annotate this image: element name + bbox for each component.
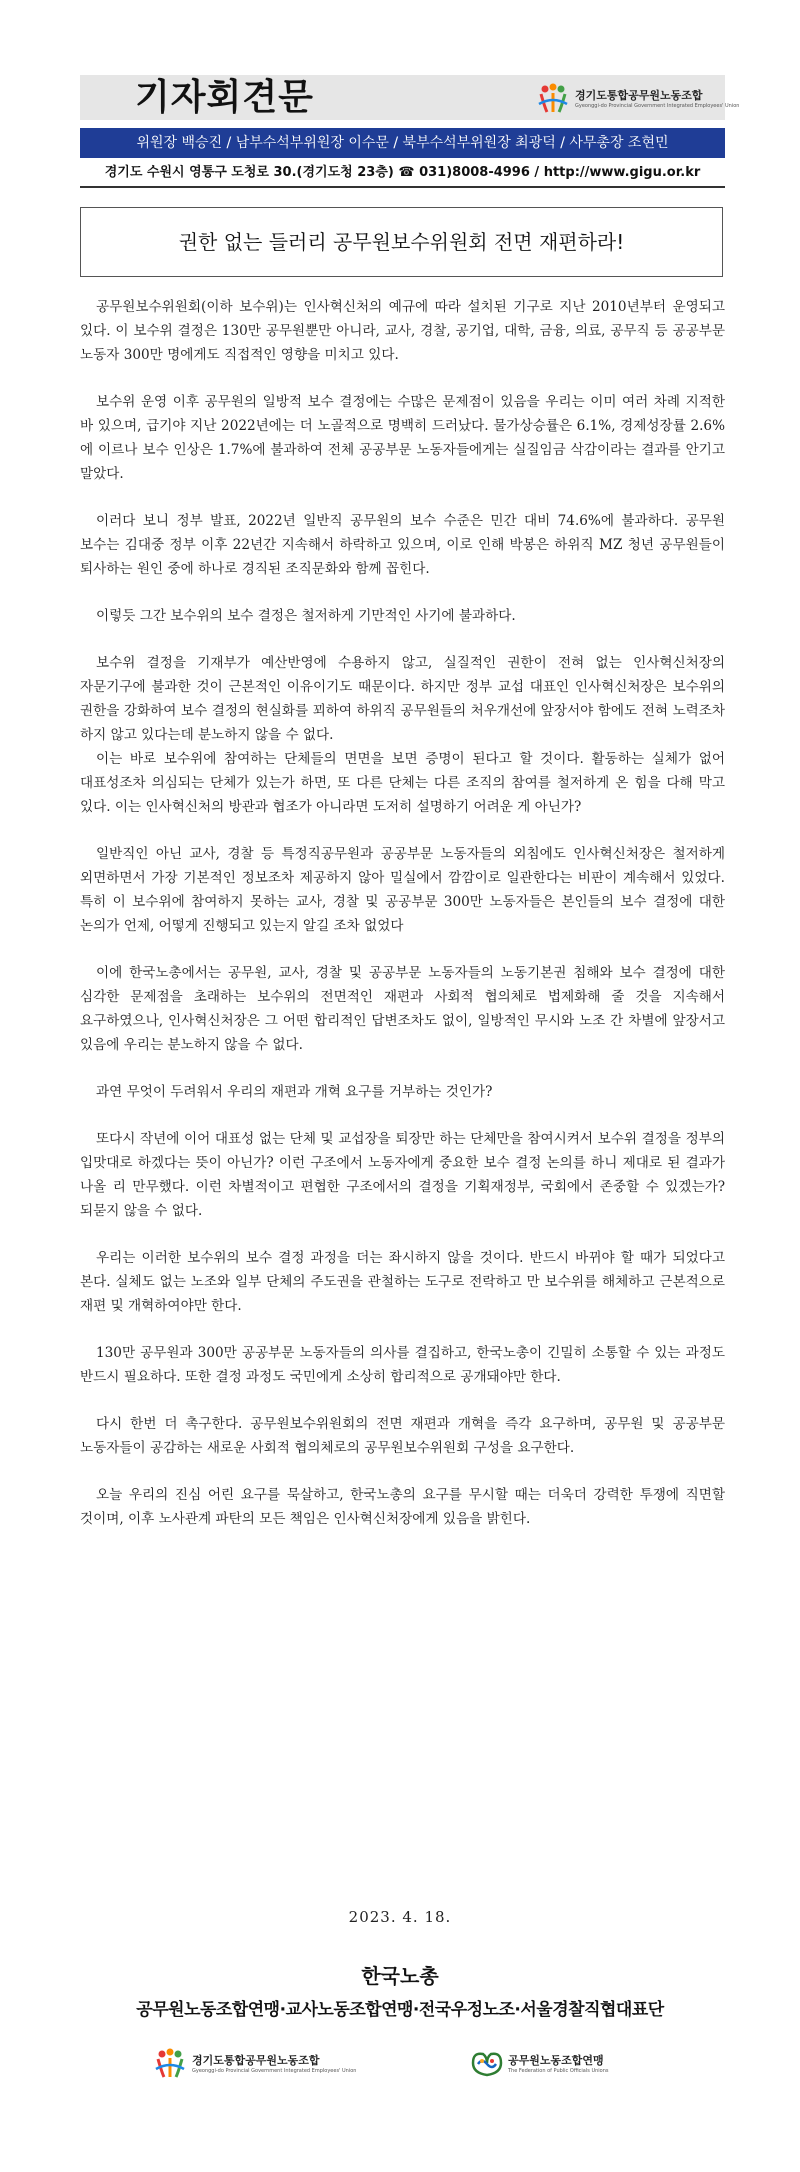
paragraph: 공무원보수위원회(이하 보수위)는 인사혁신처의 예규에 따라 설치된 기구로 지난 2010년부터 운영되고 있다. 이 보수위 결정은 130만 공무원뿐만 아니라, 교사, 경찰, 공기업, 대학, 금융, 의료, 공무직 등 공공부문 노동자 300만 명에게도 직접적인 영향을 미치고 있다. xyxy=(80,299,725,363)
paragraph: 과연 무엇이 두려워서 우리의 재편과 개혁 요구를 거부하는 것인가? xyxy=(96,1084,493,1100)
statement-date: 2023. 4. 18. xyxy=(348,1908,452,1926)
union-logo-subtitle: Gyeonggi-do Provincial Government Integrated Employees' Union xyxy=(575,103,740,109)
paragraph: 이는 바로 보수위에 참여하는 단체들의 면면을 보면 증명이 된다고 할 것이다. 활동하는 실체가 없어 대표성조차 의심되는 단체가 있는가 하면, 또 다른 단체는 다른 조직의 참여를 철저하게 온 힘을 다해 막고 있다. 이는 인사혁신처의 방관과 협조가 아니라면 도저히 설명하기 어려운 게 아닌가? xyxy=(80,751,725,815)
paragraph: 우리는 이러한 보수위의 보수 결정 과정을 더는 좌시하지 않을 것이다. 반드시 바뀌야 할 때가 되었다고 본다. 실체도 없는 노조와 일부 단체의 주도권을 관철하는 도구로 전락하고 만 보수위를 해체하고 근본적으로 재편 및 개혁하여야만 한다. xyxy=(80,1250,725,1314)
signatory-main: 한국노총 xyxy=(361,1964,439,1988)
officials-bar: 위원장 백승진 / 남부수석부위원장 이수문 / 북부수석부위원장 최광덕 / 사무총장 조현민 xyxy=(80,128,725,158)
paragraph: 130만 공무원과 300만 공공부문 노동자들의 의사를 결집하고, 한국노총이 긴밀히 소통할 수 있는 과정도 반드시 필요하다. 또한 결정 과정도 국민에게 소상히 합리적으로 공개돼야만 한다. xyxy=(80,1345,725,1385)
paragraph: 일반직인 아닌 교사, 경찰 등 특정직공무원과 공공부문 노동자들의 외침에도 인사혁신처장은 철저하게 외면하면서 가장 기본적인 정보조차 제공하지 않아 밀실에서 깜깜이로 일관한다는 비판이 계속해서 있었다. 특히 이 보수위에 참여하지 못하는 교사, 경찰 및 공공부문 300만 노동자들은 본인들의 보수 결정에 대한 논의가 언제, 어떻게 진행되고 있는지 알길 조차 없었다 xyxy=(80,846,725,934)
federation-logo xyxy=(470,2045,609,2081)
paragraph: 다시 한번 더 촉구한다. 공무원보수위원회의 전면 재편과 개혁을 즉각 요구하며, 공무원 및 공공부문 노동자들이 공감하는 새로운 사회적 협의체로의 공무원보수위원회 구성을 요구한다. xyxy=(80,1416,725,1456)
union-emblem-icon xyxy=(152,2047,188,2079)
paragraph: 이에 한국노총에서는 공무원, 교사, 경찰 및 공공부문 노동자들의 노동기본권 침해와 보수 결정에 대한 심각한 문제점을 초래하는 보수위의 전면적인 재편과 사회적 협의체로 법제화해 줄 것을 지속해서 요구하였으나, 인사혁신처장은 그 어떤 합리적인 답변조차도 없이, 일방적인 무시와 노조 간 차별에 앞장서고 있음에 우리는 분노하지 않을 수 없다. xyxy=(80,965,725,1053)
paragraph: 보수위 결정을 기재부가 예산반영에 수용하지 않고, 실질적인 권한이 전혀 없는 인사혁신처장의 자문기구에 불과한 것이 근본적인 이유이기도 때문이다. 하지만 정부 교섭 대표인 인사혁신처장은 보수위의 권한을 강화하여 보수 결정의 현실화를 꾀하여 하위직 공무원들의 처우개선에 앞장서야 함에도 전혀 노력조차 하지 않고 있다는데 분노하지 않을 수 없다. xyxy=(80,655,725,743)
footer-union-logo-name: 경기도통합공무원노동조합 xyxy=(192,2054,320,2067)
union-logo-name: 경기도통합공무원노동조합 xyxy=(575,89,703,102)
paragraph: 보수위 운영 이후 공무원의 일방적 보수 결정에는 수많은 문제점이 있음을 우리는 이미 여러 차례 지적한 바 있으며, 급기야 지난 2022년에는 더 노골적으로 명백히 드러났다. 물가상승률은 6.1%, 경제성장률 2.6%에 이르나 보수 인상은 1.7%에 불과하여 전체 공공부문 노동자들에게는 실질임금 삭감이라는 결과를 안기고 말았다. xyxy=(80,394,725,482)
footer-union-logo-subtitle: Gyeonggi-do Provincial Government Integrated Employees' Union xyxy=(192,2068,357,2074)
signatory-list: 공무원노동조합연맹·교사노동조합연맹·전국우정노조·서울경찰직협대표단 xyxy=(136,2000,664,2020)
union-logo xyxy=(535,80,739,116)
paragraph: 오늘 우리의 진심 어린 요구를 묵살하고, 한국노총의 요구를 무시할 때는 더욱더 강력한 투쟁에 직면할 것이며, 이후 노사관계 파탄의 모든 책임은 인사혁신처장에게 있음을 밝힌다. xyxy=(80,1487,725,1527)
paragraph: 이렇듯 그간 보수위의 보수 결정은 철저하게 기만적인 사기에 불과하다. xyxy=(96,608,516,624)
contact-address: 경기도 수원시 영통구 도청로 30.(경기도청 23층) ☎ 031)8008-4996 / http://www.gigu.or.kr xyxy=(104,165,701,180)
federation-logo-subtitle: The Federation of Public Officials Unions xyxy=(508,2068,609,2074)
document-title: 기자회견문 xyxy=(135,77,314,118)
federation-emblem-icon xyxy=(470,2049,504,2077)
footer-union-logo xyxy=(152,2045,356,2081)
union-emblem-icon xyxy=(535,82,571,114)
statement-body xyxy=(80,295,725,1554)
paragraph: 이러다 보니 정부 발표, 2022년 일반직 공무원의 보수 수준은 민간 대비 74.6%에 불과하다. 공무원 보수는 김대중 정부 이후 22년간 지속해서 하락하고 있으며, 이로 인해 박봉은 하위직 MZ 청년 공무원들이 퇴사하는 원인 중에 하나로 경직된 조직문화와 함께 꼽힌다. xyxy=(80,513,725,577)
headline-box: 권한 없는 들러리 공무원보수위원회 전면 재편하라! xyxy=(80,207,723,277)
federation-logo-name: 공무원노동조합연맹 xyxy=(508,2054,604,2067)
paragraph: 또다시 작년에 이어 대표성 없는 단체 및 교섭장을 퇴장만 하는 단체만을 참여시켜서 보수위 결정을 정부의 입맛대로 하겠다는 뜻이 아닌가? 이런 구조에서 노동자에게 중요한 보수 결정 논의를 하니 제대로 된 결과가 나올 리 만무했다. 이런 차별적이고 편협한 구조에서의 결정을 기획재정부, 국회에서 존중할 수 있겠는가? 되묻지 않을 수 없다. xyxy=(80,1131,725,1219)
header-divider xyxy=(80,186,725,188)
